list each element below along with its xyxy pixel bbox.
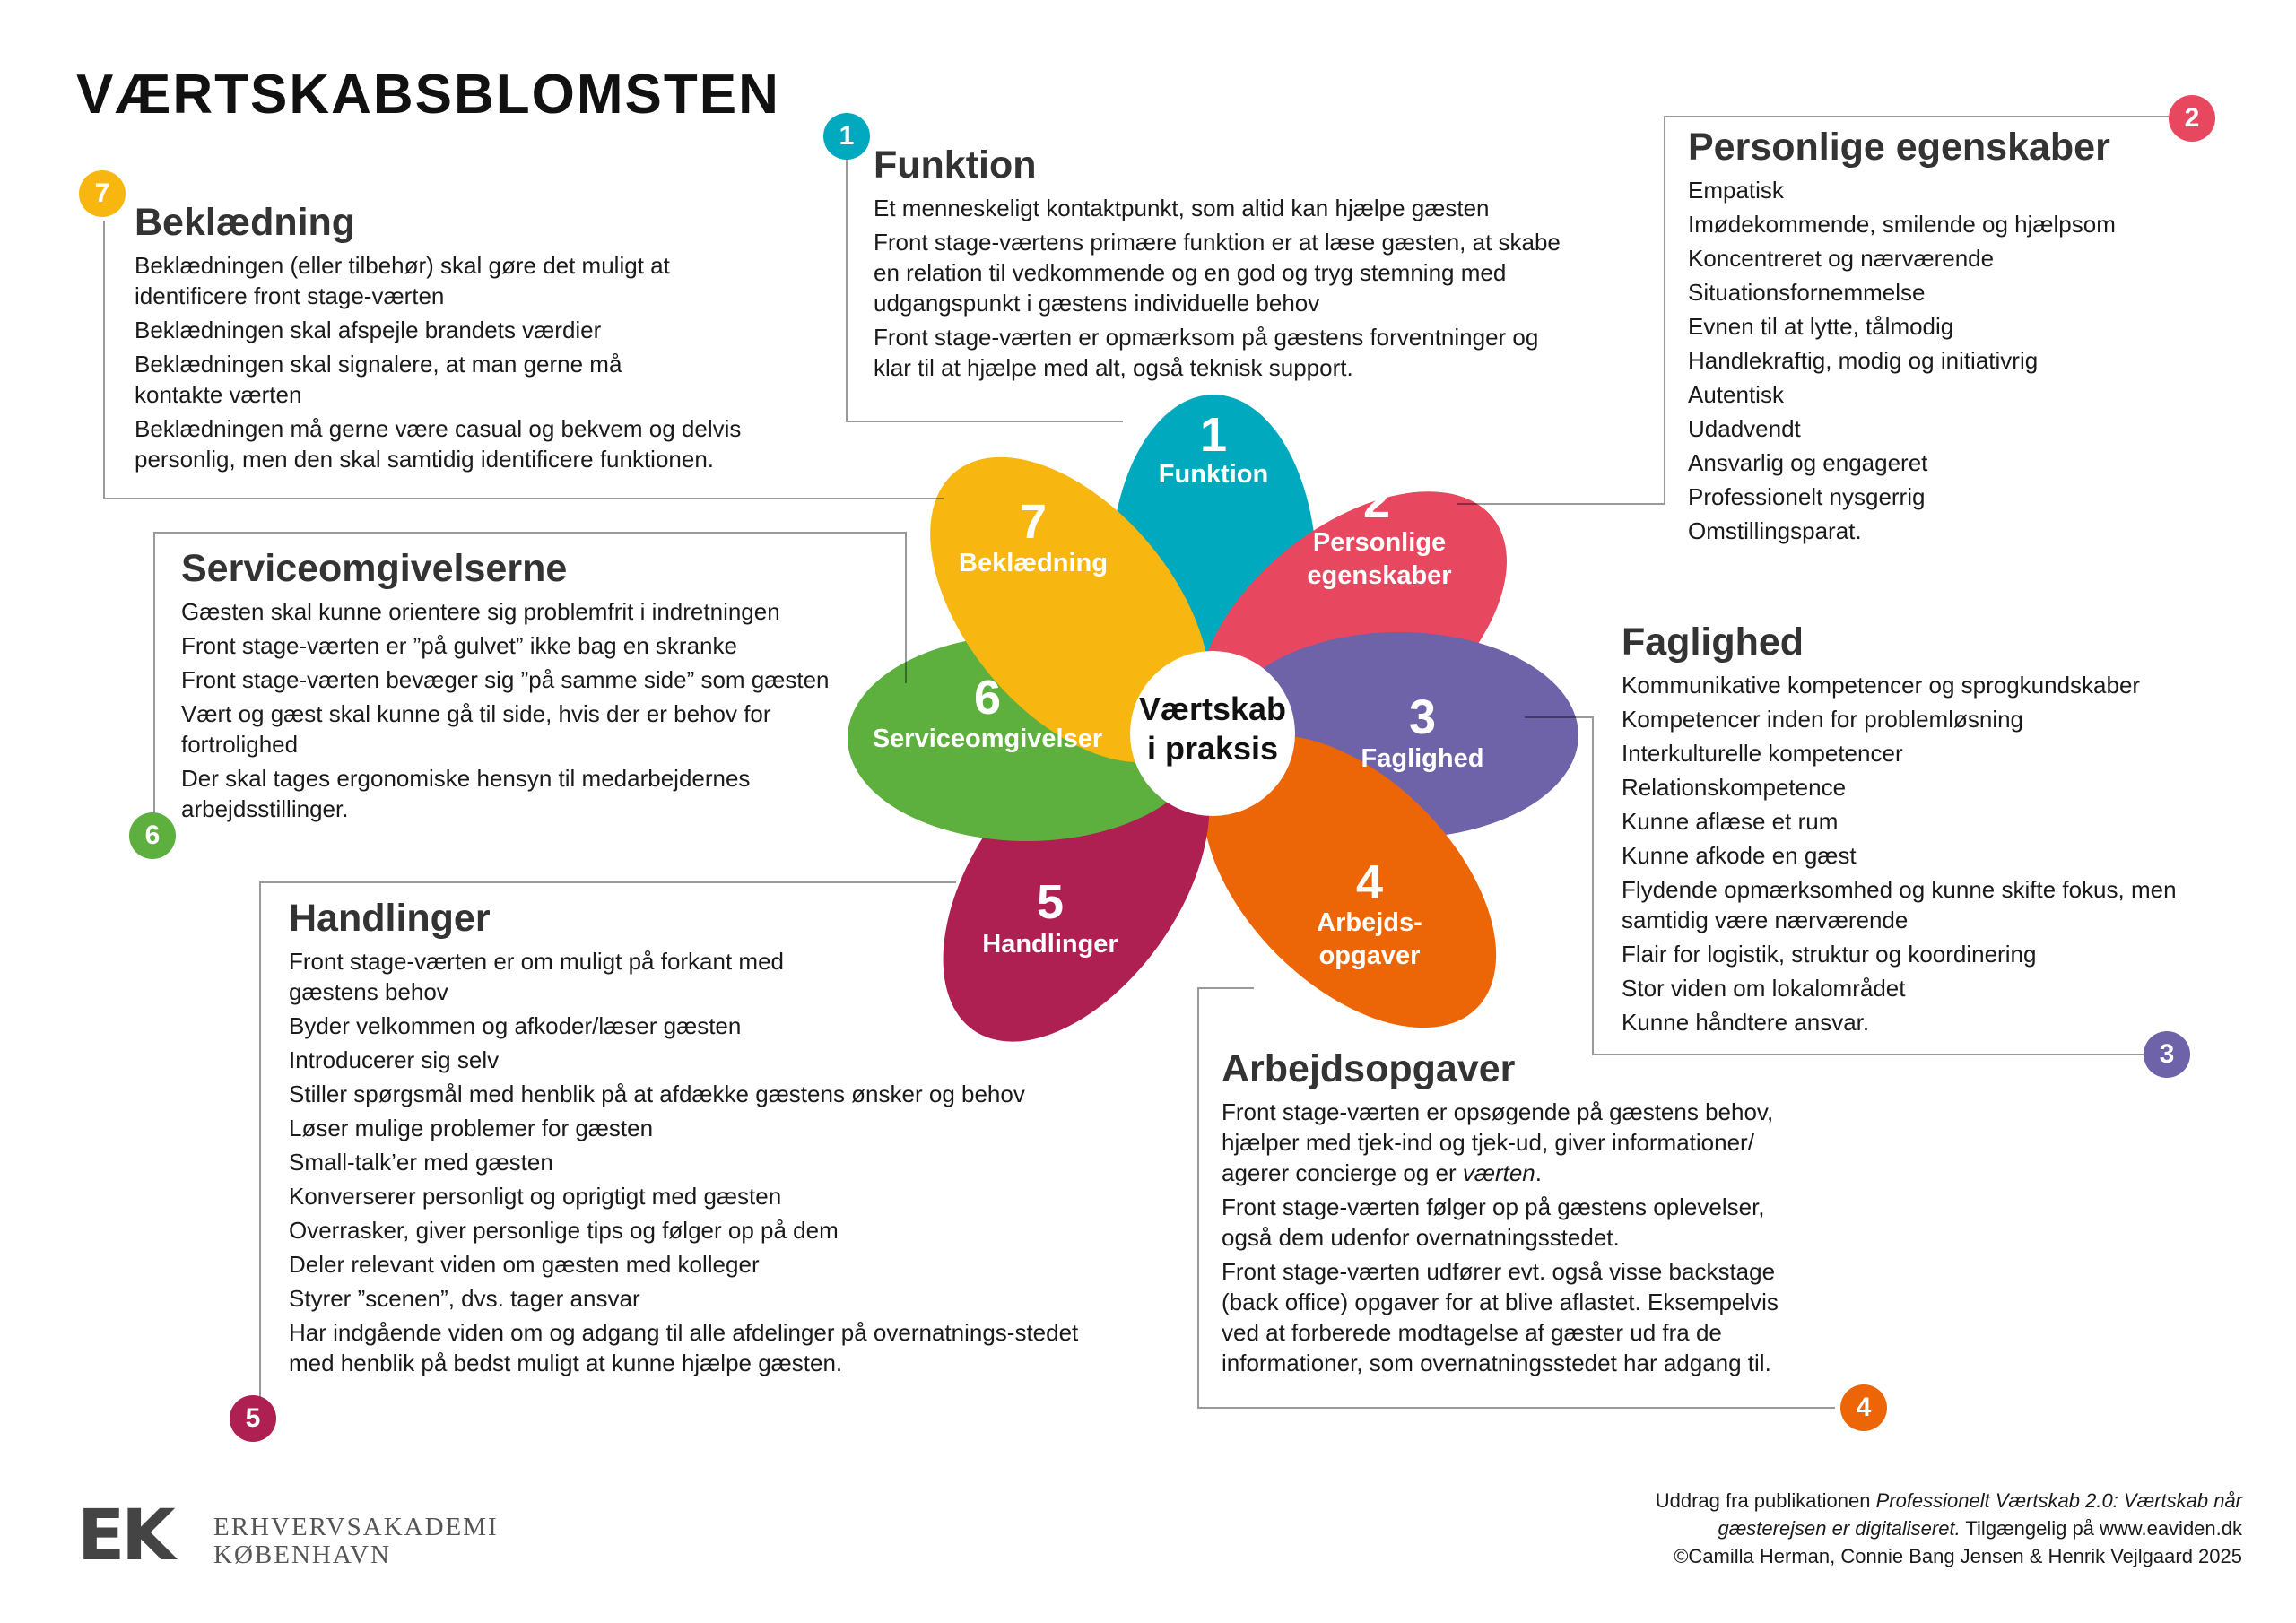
citation-title-cont: gæsterejsen er digitaliseret.	[1718, 1517, 1961, 1540]
list-item: Vært og gæst skal kunne gå til side, hvis der er behov for fortrolighed	[181, 700, 771, 758]
list-item: Kommunikative kompetencer og sprogkundskaber	[1622, 672, 2141, 699]
section-heading-funktion: Funktion	[874, 143, 1037, 187]
section-heading-personlige: Personlige egenskaber	[1688, 126, 2110, 169]
petal-number-6: 6	[973, 671, 1002, 725]
list-item: Omstillingsparat.	[1688, 517, 1862, 544]
section-heading-beklaedning: Beklædning	[135, 201, 356, 244]
section-heading-arbejdsopgaver: Arbejdsopgaver	[1222, 1047, 1516, 1090]
section-arbejdsopgaver	[1222, 1047, 1813, 1382]
logo-line1: ERHVERVSAKADEMI	[213, 1513, 499, 1541]
petal-label-arbejds: Arbejds-	[1317, 908, 1422, 937]
list-item: Gæsten skal kunne orientere sig problemfrit i indretningen	[181, 598, 780, 625]
badge-2: 2	[2169, 95, 2215, 142]
badge-1: 1	[823, 113, 870, 160]
list-item: Overrasker, giver personlige tips og følger op på dem	[289, 1217, 839, 1244]
citation-text: Uddrag fra publikationen	[1655, 1489, 1876, 1512]
center-label-line2: i praksis	[1146, 730, 1279, 767]
petal-label-opgaver: opgaver	[1318, 942, 1421, 970]
list-item: Front stage-værten bevæger sig ”på samme side” som gæsten	[181, 666, 830, 693]
list-item: Imødekommende, smilende og hjælpsom	[1688, 211, 2116, 238]
list-item: Koncentreret og nærværende	[1688, 245, 1995, 272]
petal-label-personlige: Personlige	[1312, 528, 1447, 557]
list-item: Kunne aflæse et rum	[1622, 808, 1839, 835]
list-item: Front stage-værtens primære funktion er at læse gæsten, at skabe en relation til vedkommende og en god og tryg stemning med udgangspunkt i gæstens individuelle behov	[874, 229, 1561, 317]
petal-label-serviceomgivelser: Serviceomgivelser	[872, 725, 1103, 753]
list-item: Relationskompetence	[1622, 774, 1847, 801]
list-item: Kunne håndtere ansvar.	[1622, 1009, 1870, 1036]
list-item: Løser mulige problemer for gæsten	[289, 1115, 654, 1141]
list-item: Front stage-værten er opmærksom på gæstens forventninger og klar til at hjælpe med alt, også teknisk support.	[874, 324, 1539, 381]
badge-3: 3	[2144, 1031, 2190, 1078]
list-item: Flydende opmærksomhed og kunne skifte fokus, men samtidig være nærværende	[1622, 876, 2177, 933]
petal-number-3: 3	[1408, 690, 1437, 744]
list-item	[1222, 1097, 1813, 1188]
list-item: Kunne afkode en gæst	[1622, 842, 1857, 869]
list-item: Handlekraftig, modig og initiativrig	[1688, 347, 2039, 374]
list-item: Flair for logistik, struktur og koordinering	[1622, 941, 2037, 968]
petal-number-5: 5	[1036, 875, 1065, 929]
list-item: Front stage-værten følger op på gæstens oplevelser, også dem udenfor overnatningsstedet.	[1222, 1193, 1765, 1251]
petal-number-4: 4	[1355, 855, 1384, 909]
list-item: Small-talk’er med gæsten	[289, 1149, 553, 1176]
section-faglighed	[1622, 621, 2196, 1041]
section-heading-faglighed: Faglighed	[1622, 621, 1805, 664]
center-label-line1: Værtskab	[1138, 690, 1287, 727]
badge-6: 6	[129, 812, 176, 859]
petal-number-1: 1	[1199, 408, 1228, 462]
list-item: Interkulturelle kompetencer	[1622, 740, 1903, 767]
list-item: Ansvarlig og engageret	[1688, 449, 1928, 476]
list-item: Evnen til at lytte, tålmodig	[1688, 313, 1954, 340]
section-funktion	[874, 143, 1573, 386]
list-item: Styrer ”scenen”, dvs. tager ansvar	[289, 1285, 640, 1312]
list-item: Beklædningen (eller tilbehør) skal gøre det muligt at identificere front stage-værten	[135, 252, 670, 309]
list-item: Deler relevant viden om gæsten med kolleger	[289, 1251, 760, 1278]
petal-label-handlinger: Handlinger	[982, 930, 1118, 959]
petal-label-beklaedning: Beklædning	[959, 549, 1108, 577]
section-serviceomgivelserne	[181, 547, 872, 828]
list-item: Byder velkommen og afkoder/læser gæsten	[289, 1012, 742, 1039]
badge-4: 4	[1840, 1384, 1887, 1431]
list-item: Kompetencer inden for problemløsning	[1622, 706, 2024, 733]
petal-label-faglighed: Faglighed	[1361, 744, 1484, 773]
citation-text: Tilgængelig på www.eaviden.dk	[1960, 1517, 2242, 1540]
section-beklaedning	[135, 201, 798, 478]
list-item: Beklædningen skal signalere, at man gerne må kontakte værten	[135, 351, 622, 408]
petal-number-7: 7	[1019, 495, 1048, 549]
badge-5: 5	[230, 1395, 276, 1442]
list-item: Front stage-værten udfører evt. også visse backstage (back office) opgaver for at blive aflastet. Eksempelvis ved at forberede modtagelse af gæster ud fra de informationer, som overnatningsstedet har adgang til.	[1222, 1258, 1779, 1376]
list-item: Udadvendt	[1688, 415, 1801, 442]
list-item: Empatisk	[1688, 177, 1784, 204]
text-span: .	[1535, 1159, 1542, 1186]
petal-label-funktion: Funktion	[1158, 460, 1269, 489]
list-item: Professionelt nysgerrig	[1688, 483, 1926, 510]
list-item: Konverserer personligt og oprigtigt med gæsten	[289, 1183, 782, 1210]
list-item: Front stage-værten er ”på gulvet” ikke bag en skranke	[181, 632, 737, 659]
list-item: Situationsfornemmelse	[1688, 279, 1926, 306]
petal-label-egenskaber: egenskaber	[1307, 561, 1452, 590]
list-item: Et menneskeligt kontaktpunkt, som altid kan hjælpe gæsten	[874, 195, 1490, 221]
section-heading-handlinger: Handlinger	[289, 897, 491, 940]
emphasis: værten	[1462, 1159, 1535, 1186]
citation-title: Professionelt Værtskab 2.0: Værtskab når	[1875, 1489, 2242, 1512]
logo-line2: KØBENHAVN	[213, 1541, 391, 1569]
petal-number-2: 2	[1362, 474, 1391, 528]
section-personlige-egenskaber	[1688, 126, 2190, 550]
list-item: Introducerer sig selv	[289, 1046, 500, 1073]
section-handlinger	[289, 897, 1123, 1382]
list-item: Stor viden om lokalområdet	[1622, 975, 1906, 1002]
list-item: Front stage-værten er om muligt på forkant med gæstens behov	[289, 948, 785, 1005]
badge-7: 7	[79, 170, 126, 217]
list-item: Har indgående viden om og adgang til alle afdelinger på overnatnings-stedet med henblik på bedst muligt at kunne hjælpe gæsten.	[289, 1319, 1079, 1376]
page-title: VÆRTSKABSBLOMSTEN	[76, 64, 780, 126]
citation-copyright: ©Camilla Herman, Connie Bang Jensen & Henrik Vejlgaard 2025	[1674, 1545, 2242, 1567]
section-heading-serviceomgivelserne: Serviceomgivelserne	[181, 547, 568, 590]
list-item: Der skal tages ergonomiske hensyn til medarbejdernes arbejdsstillinger.	[181, 765, 751, 822]
list-item: Beklædningen må gerne være casual og bekvem og delvis personlig, men den skal samtidig identificere funktionen.	[135, 415, 742, 473]
text-span: Front stage-værten er opsøgende på gæstens behov, hjælper med tjek-ind og tjek-ud, giver informationer/ agerer concierge og er	[1222, 1098, 1774, 1186]
list-item: Stiller spørgsmål med henblik på at afdække gæstens ønsker og behov	[289, 1081, 1025, 1107]
list-item: Autentisk	[1688, 381, 1784, 408]
citation	[1656, 1487, 2242, 1570]
logo-text	[213, 1514, 499, 1569]
logo-mark: EK	[77, 1496, 172, 1576]
list-item: Beklædningen skal afspejle brandets værdier	[135, 317, 602, 343]
